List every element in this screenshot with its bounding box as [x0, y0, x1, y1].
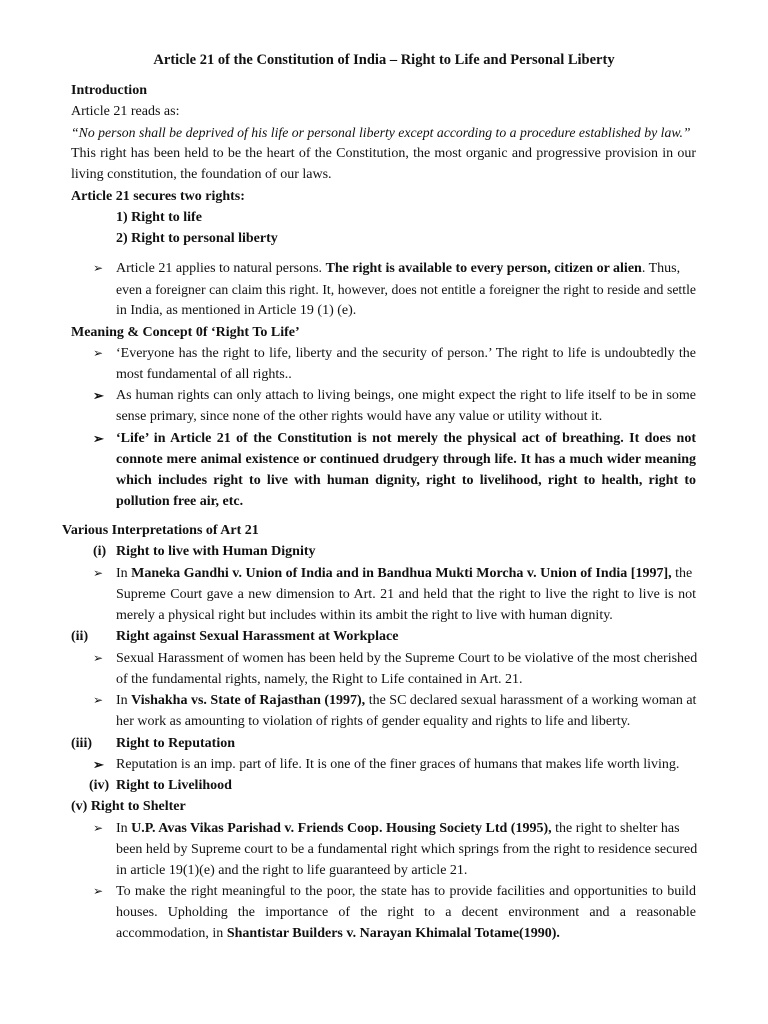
interpretation-line: merely a physical right but includes within its ambit the right to live with human dignity. — [116, 608, 613, 623]
intro-heading: Introduction — [71, 83, 147, 98]
arrow-bullet-icon: ➢ — [93, 346, 104, 360]
interpretation-line: To make the right meaningful to the poor, the state has to provide facilities and opportunities to build — [116, 884, 696, 899]
intro-paragraph-line: This right has been held to be the heart of the Constitution, the most organic and progressive provision in our — [71, 146, 696, 161]
right-item: 2) Right to personal liberty — [116, 231, 278, 246]
interpretation-line: Sexual Harassment of women has been held by the Supreme Court to be violative of the most cherished — [116, 651, 698, 666]
section-title: Right to Reputation — [116, 736, 236, 751]
arrow-bullet-icon: ➢ — [93, 566, 104, 580]
interpretation-line: In Vishakha vs. State of Rajasthan (1997), the SC declared sexual harassment of a working woman at — [116, 693, 697, 708]
arrow-bullet-icon: ➢ — [93, 431, 104, 446]
section-number: (iv) — [89, 778, 110, 793]
interpretation-line: been held by Supreme court to be a fundamental right which springs from the right to residence secured — [116, 842, 698, 857]
arrow-bullet-icon: ➢ — [93, 821, 104, 835]
section-title: Right against Sexual Harassment at Workplace — [116, 629, 399, 644]
secures-heading: Article 21 secures two rights: — [71, 189, 245, 204]
section-number: (iii) — [71, 736, 92, 751]
natural-persons-line: in India, as mentioned in Article 19 (1) (e). — [116, 303, 357, 318]
arrow-bullet-icon: ➢ — [93, 261, 104, 275]
arrow-bullet-icon: ➢ — [93, 693, 104, 707]
arrow-bullet-icon: ➢ — [93, 651, 104, 665]
interpretation-line: Supreme Court gave a new dimension to Art. 21 and held that the right to live the right to live is not — [116, 587, 696, 602]
meaning-bullet-line: sense primary, since none of the other rights would have any value or utility without it. — [116, 409, 603, 424]
interpretation-line: houses. Upholding the importance of the right to a decent environment and a reasonable — [116, 905, 696, 920]
meaning-bullet-line: ‘Everyone has the right to life, liberty and the security of person.’ The right to life is undoubtedly the — [116, 346, 696, 361]
meaning-bold-line: connote mere animal existence or continued drudgery through life. It has a much wider meaning — [116, 452, 696, 467]
section-number: (i) — [93, 544, 107, 559]
arrow-bullet-icon: ➢ — [93, 388, 104, 403]
meaning-heading: Meaning & Concept 0f ‘Right To Life’ — [71, 325, 300, 340]
section-title: Right to Livelihood — [116, 778, 232, 793]
meaning-bullet-line: As human rights can only attach to living beings, one might expect the right to life itself to be in some — [116, 388, 696, 403]
section-title: Right to live with Human Dignity — [116, 544, 316, 559]
article-quote: “No person shall be deprived of his life or personal liberty except according to a procedure established by law.” — [71, 125, 691, 140]
interpretation-line: In Maneka Gandhi v. Union of India and in Bandhua Mukti Morcha v. Union of India [1997], the — [116, 566, 693, 581]
intro-paragraph-line: living constitution, the foundation of our laws. — [71, 167, 332, 182]
natural-persons-line: Article 21 applies to natural persons. The right is available to every person, citizen or alien. Thus, — [116, 261, 681, 276]
section-title: (v) Right to Shelter — [71, 799, 186, 814]
meaning-bold-line: which includes right to live with human dignity, right to livelihood, right to health, right to — [116, 473, 696, 488]
arrow-bullet-icon: ➢ — [93, 884, 104, 898]
meaning-bullet-line: most fundamental of all rights.. — [116, 367, 292, 382]
interpretation-line: in article 19(1)(e) and the right to life guaranteed by article 21. — [116, 863, 468, 878]
interpretation-line: In U.P. Avas Vikas Parishad v. Friends Coop. Housing Society Ltd (1995), the right to shelter has — [116, 821, 680, 836]
right-item: 1) Right to life — [116, 210, 202, 225]
interpretations-heading: Various Interpretations of Art 21 — [62, 523, 259, 538]
meaning-bold-line: ‘Life’ in Article 21 of the Constitution is not merely the physical act of breathing. It does not — [116, 431, 696, 446]
interpretation-line: her work as amounting to violation of rights of gender equality and rights to life and liberty. — [116, 714, 631, 729]
natural-persons-line: even a foreigner can claim this right. It, however, does not entitle a foreigner the right to reside and settle — [116, 282, 696, 297]
arrow-bullet-icon: ➢ — [93, 757, 104, 772]
page-title: Article 21 of the Constitution of India – Right to Life and Personal Liberty — [153, 52, 615, 68]
section-number: (ii) — [71, 629, 89, 644]
interpretation-line: of the fundamental rights, namely, the Right to Life contained in Art. 21. — [116, 672, 523, 687]
meaning-bold-line: pollution free air, etc. — [116, 494, 244, 509]
intro-reads-as: Article 21 reads as: — [71, 104, 180, 119]
interpretation-line: accommodation, in Shantistar Builders v. Narayan Khimalal Totame(1990). — [116, 926, 560, 941]
interpretation-line: Reputation is an imp. part of life. It is one of the finer graces of humans that makes life worth living. — [116, 757, 680, 772]
